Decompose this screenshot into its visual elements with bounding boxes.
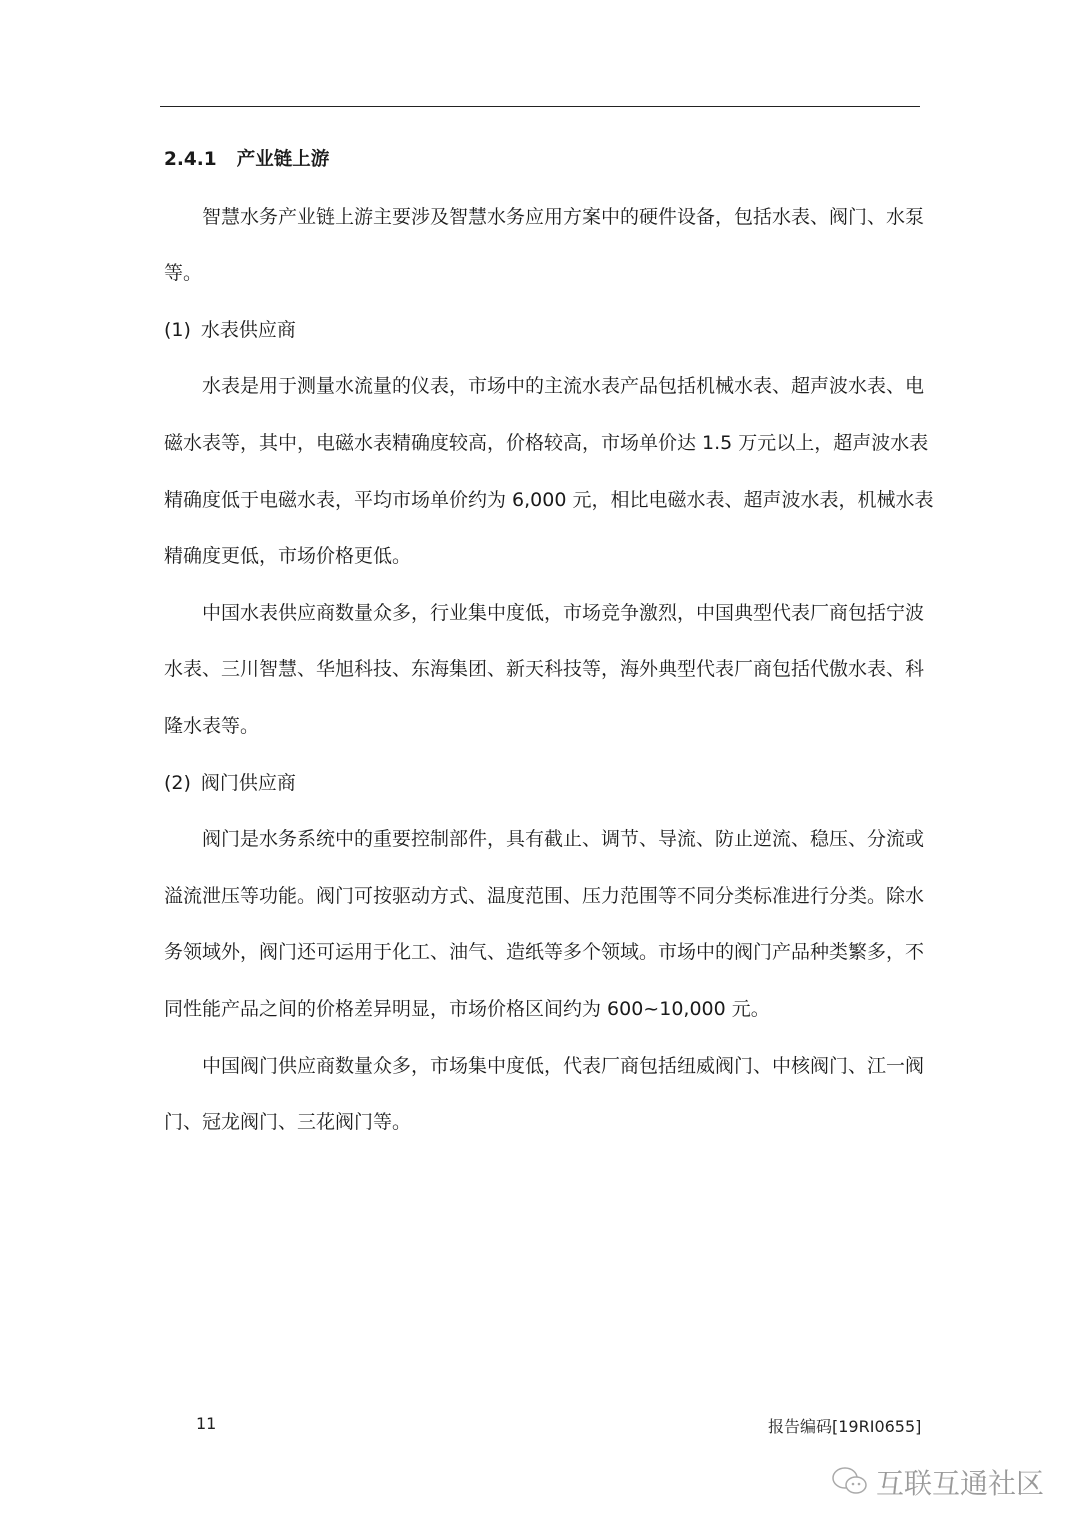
text-line: 阀门是水务系统中的重要控制部件，具有截止、调节、导流、防止逆流、稳压、分流或 [202,828,925,851]
text-line: 水表是用于测量水流量的仪表，市场中的主流水表产品包括机械水表、超声波水表、电 [202,375,925,398]
text-line: 同性能产品之间的价格差异明显，市场价格区间约为 600~10,000 元。 [164,997,770,1020]
text-line: 智慧水务产业链上游主要涉及智慧水务应用方案中的硬件设备，包括水表、阀门、水泵 [202,205,925,228]
paragraph [164,820,925,1046]
subsection-title: 阀门供应商 [200,771,296,794]
text-line: 隆水表等。 [164,714,260,737]
text-line: 精确度更低，市场价格更低。 [164,545,412,568]
section-title: 产业链上游 [236,149,330,170]
watermark-text: 互联互通社区 [875,1467,1044,1500]
paragraph [164,367,934,593]
text-line: 等。 [164,262,203,285]
text-line: 溢流泄压等功能。阀门可按驱动方式、温度范围、压力范围等不同分类标准进行分类。除水 [164,884,925,907]
document-body [164,141,934,1160]
subsection-heading [164,311,918,368]
wechat-icon [830,1465,870,1499]
paragraph [164,1047,925,1160]
text-line: 中国阀门供应商数量众多，市场集中度低，代表厂商包括纽威阀门、中核阀门、江一阀 [202,1054,925,1077]
watermark [830,1462,1044,1502]
paragraph [164,594,925,764]
paragraph [164,198,925,311]
text-line: 中国水表供应商数量众多，行业集中度低，市场竞争激烈，中国典型代表厂商包括宁波 [202,601,925,624]
text-line: 门、冠龙阀门、三花阀门等。 [164,1111,412,1134]
subsection-number: (1) [164,318,191,341]
header-rule [160,106,920,107]
text-line: 水表、三川智慧、华旭科技、东海集团、新天科技等，海外典型代表厂商包括代傲水表、科 [164,658,925,681]
section-heading [164,141,918,198]
text-line: 精确度低于电磁水表，平均市场单价约为 6,000 元，相比电磁水表、超声波水表，机械水表 [164,488,934,511]
page-number: 11 [196,1414,217,1433]
text-line: 务领域外，阀门还可运用于化工、油气、造纸等多个领域。市场中的阀门产品种类繁多，不 [164,941,925,964]
text-line: 磁水表等，其中，电磁水表精确度较高，价格较高，市场单价达 1.5 万元以上，超声波水表 [164,431,929,454]
section-number: 2.4.1 [164,149,217,170]
subsection-number: (2) [164,771,191,794]
report-code: 报告编码[19RI0655] [768,1417,922,1436]
subsection-heading [164,764,918,821]
subsection-title: 水表供应商 [200,318,296,341]
